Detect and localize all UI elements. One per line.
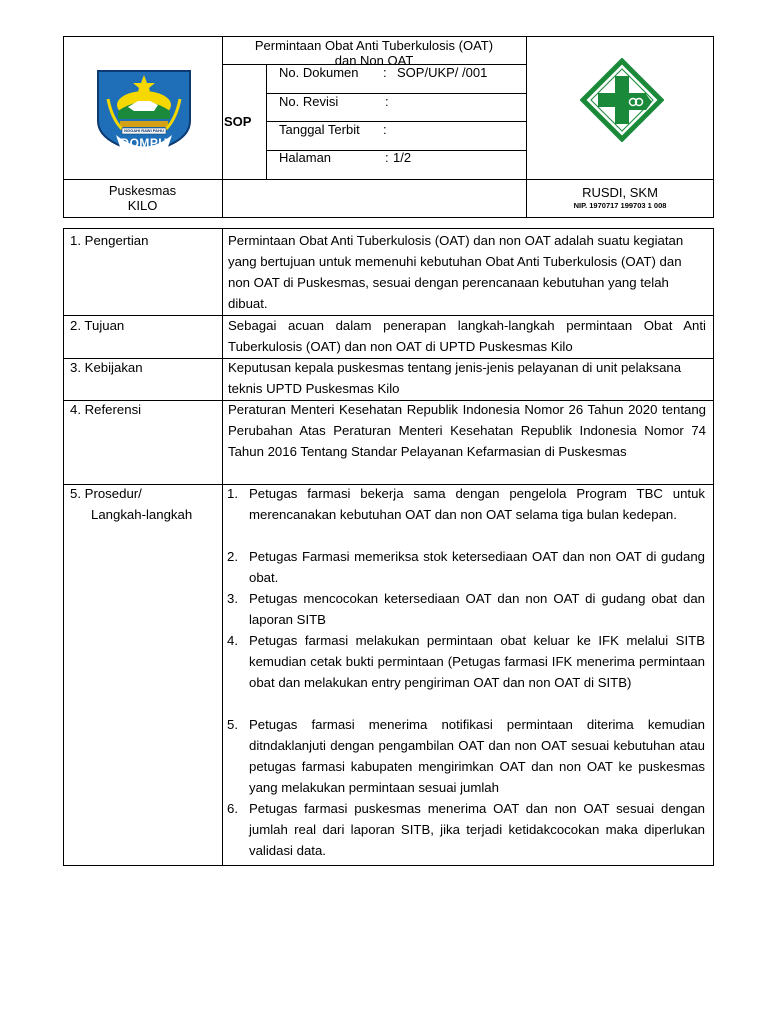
list-item (227, 798, 705, 861)
item-number: 5. (227, 717, 238, 732)
item-text: Petugas mencocokan ketersediaan OAT dan non OAT di gudang obat dan laporan SITB (249, 591, 705, 627)
item-number: 6. (227, 801, 238, 816)
list-item (227, 630, 705, 693)
document-title (222, 38, 526, 68)
section-text: Sebagai acuan dalam penerapan langkah-langkah permintaan Obat Anti Tuberkulosis (OAT) dan non OAT di UPTD Puskesmas Kilo (228, 318, 706, 354)
logo-text: DOMPU (120, 136, 168, 150)
field-label: No. Revisi (279, 94, 339, 109)
divider (222, 229, 223, 865)
section-text: Peraturan Menteri Kesehatan Republik Indonesia Nomor 26 Tahun 2020 tentang Perubahan Atas Peraturan Menteri Kesehatan Republik Indonesia Nomor 74 Tahun 2016 Tentang Standar Pelayanan Kefarmasian di Puskesmas (228, 402, 706, 459)
section-label: 5. Prosedur/ (70, 486, 142, 501)
org-line-1: Puskesmas (108, 183, 177, 198)
item-text: Petugas farmasi menerima notifikasi permintaan diterima kemudian ditndaklanjuti dengan pengambilan OAT dan non OAT sesuai kebutuhan atau petugas farmasi kabupaten mengirimkan OAT dan non OAT ke puskesmas yang melakukan permintaan sesuai jumlah (249, 717, 705, 795)
item-text: Petugas Farmasi memeriksa stok ketersediaan OAT dan non OAT di gudang obat. (249, 549, 705, 585)
puskesmas-logo (580, 58, 664, 142)
list-item (227, 714, 705, 798)
title-line-2: dan Non OAT (334, 53, 414, 68)
field-sep: : (385, 94, 389, 109)
field-label: Tanggal Terbit (279, 122, 360, 137)
organization (64, 183, 221, 213)
list-item (227, 588, 705, 630)
item-text: Petugas farmasi puskesmas menerima OAT dan non OAT sesuai dengan jumlah real dari laporan SITB, jika terjadi ketidakcocokan maka diperlukan validasi data. (249, 801, 705, 858)
list-item (227, 483, 705, 525)
section-text: Permintaan Obat Anti Tuberkulosis (OAT) dan non OAT adalah suatu kegiatan yang bertujuan untuk memenuhi kebutuhan Obat Anti Tuberkulosis (OAT) dan non OAT di Puskesmas, sesuai dengan perencanaan kebutuhan yang telah dibuat. (228, 233, 684, 311)
signer-name: RUSDI, SKM (582, 185, 658, 200)
field-label: Halaman (279, 150, 332, 165)
field-sep: : (383, 65, 387, 80)
section-label: 4. Referensi (70, 402, 142, 417)
section-label: 2. Tujuan (70, 318, 125, 333)
item-number: 4. (227, 633, 238, 648)
section-label: 1. Pengertian (70, 233, 149, 248)
field-value: SOP/UKP/ /001 (397, 65, 488, 80)
item-number: 3. (227, 591, 238, 606)
org-line-2: KILO (127, 198, 158, 213)
field-sep: : (383, 122, 387, 137)
field-sep: : (385, 150, 389, 165)
signer-nip: NIP. 1970717 199703 1 008 (573, 201, 667, 210)
divider (64, 179, 713, 180)
field-value: 1/2 (393, 150, 412, 165)
item-number: 1. (227, 486, 238, 501)
title-line-1: Permintaan Obat Anti Tuberkulosis (OAT) (254, 38, 494, 53)
section-label: 3. Kebijakan (70, 360, 143, 375)
logo-banner: NGGAHI RAWI PAHU (124, 128, 164, 133)
section-label: Langkah-langkah (91, 507, 193, 522)
list-item (227, 546, 705, 588)
section-text: Keputusan kepala puskesmas tentang jenis-jenis pelayanan di unit pelaksana teknis UPTD Puskesmas Kilo (228, 360, 682, 396)
field-label: No. Dokumen (279, 65, 359, 80)
item-text: Petugas farmasi bekerja sama dengan pengelola Program TBC untuk merencanakan kebutuhan OAT dan non OAT selama tiga bulan kedepan. (249, 486, 705, 522)
sop-label: SOP (224, 114, 252, 129)
dompu-logo (94, 63, 194, 155)
item-number: 2. (227, 549, 238, 564)
item-text: Petugas farmasi melakukan permintaan obat keluar ke IFK melalui SITB kemudian cetak bukti permintaan (Petugas farmasi IFK menerima permintaan obat dan melakukan entry pengiriman OAT dan non OAT di SITB) (249, 633, 705, 690)
